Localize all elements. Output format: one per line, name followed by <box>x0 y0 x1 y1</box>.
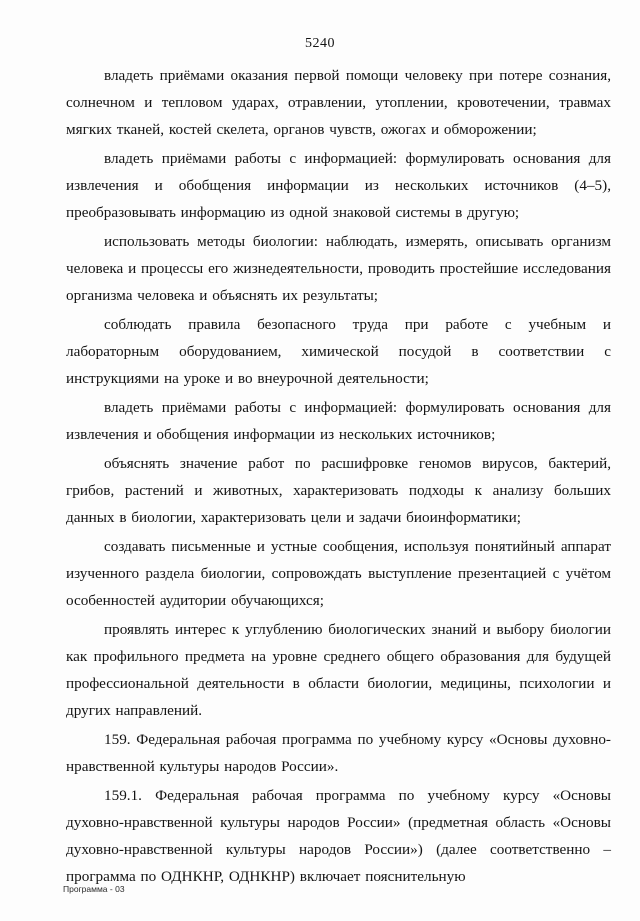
page-number: 5240 <box>305 36 335 51</box>
section-159-1-paragraph: 159.1. Федеральная рабочая программа по учебному курсу «Основы духовно-нравственной культуры народов России» (предметная область «Основы духовно-нравственной культуры народов России») (далее соответственно – программа по ОДНКНР, ОДНКНР) включает пояснительную <box>66 787 611 885</box>
paragraph-information-sources: владеть приёмами работы с информацией: формулировать основания для извлечения и обобщения информации из нескольких источников; <box>66 399 611 443</box>
paragraph-genomes-bioinformatics: объяснять значение работ по расшифровке геномов вирусов, бактерий, грибов, растений и животных, характеризовать подходы к анализу больших данных в биологии, характеризовать цели и задачи биоинформатики; <box>66 455 611 526</box>
paragraph-messages-presentation: создавать письменные и устные сообщения, используя понятийный аппарат изученного раздела биологии, сопровождать выступление презентацией с учётом особенностей аудитории обучающихся; <box>66 538 611 609</box>
page-footer: Программа - 03 <box>63 884 125 894</box>
section-159-heading: 159. Федеральная рабочая программа по учебному курсу «Основы духовно-нравственной культуры народов России». <box>66 731 611 775</box>
paragraph-interest-biology: проявлять интерес к углублению биологических знаний и выбору биологии как профильного предмета на уровне среднего общего образования для будущей профессиональной деятельности в области биологии, медицины, психологии и других направлений. <box>66 621 611 719</box>
paragraph-first-aid: владеть приёмами оказания первой помощи человеку при потере сознания, солнечном и тепловом ударах, отравлении, утоплении, кровотечении, травмах мягких тканей, костей скелета, органов чувств, ожогах и обморожении; <box>66 67 611 138</box>
paragraph-biology-methods: использовать методы биологии: наблюдать, измерять, описывать организм человека и процессы его жизнедеятельности, проводить простейшие исследования организма человека и объяснять их результаты; <box>66 233 611 304</box>
paragraph-safety-rules: соблюдать правила безопасного труда при работе с учебным и лабораторным оборудованием, химической посудой в соответствии с инструкциями на уроке и во внеурочной деятельности; <box>66 316 611 387</box>
paragraph-information-skills: владеть приёмами работы с информацией: формулировать основания для извлечения и обобщения информации из нескольких источников (4–5), преобразовывать информацию из одной знаковой системы в другую; <box>66 150 611 221</box>
document-body <box>66 62 611 892</box>
